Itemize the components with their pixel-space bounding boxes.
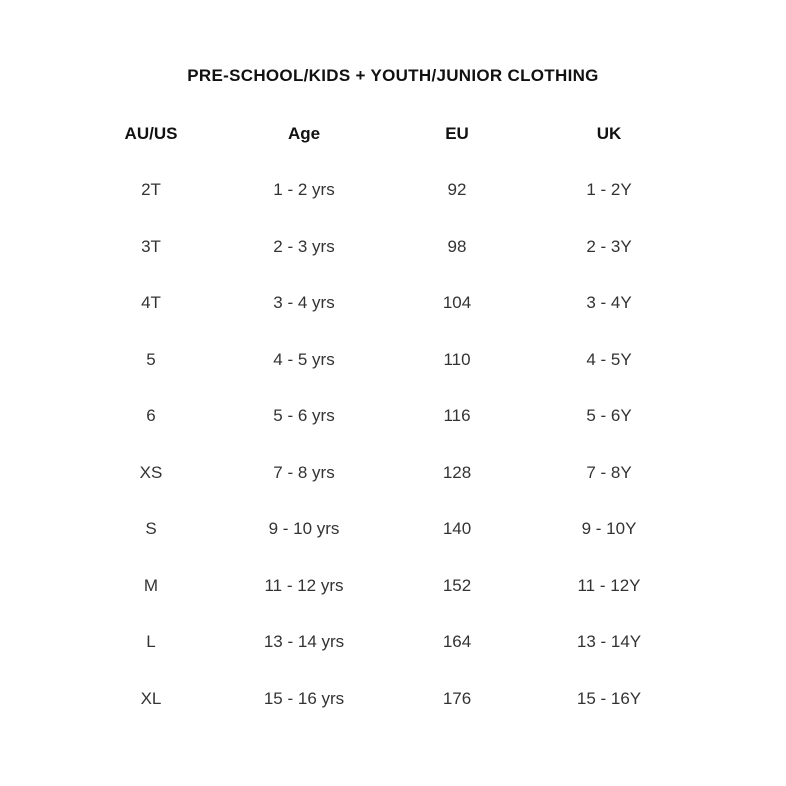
cell-age: 11 - 12 yrs [264,575,344,595]
cell-au-us: 4T [141,293,161,312]
cell-age: 15 - 16 yrs [263,688,345,708]
cell-eu: 104 [442,293,472,312]
header-eu: EU [445,124,469,143]
cell-au-us: XL [140,688,162,708]
cell-uk: 9 - 10Y [581,519,637,538]
header-uk: UK [596,124,622,143]
cell-eu: 140 [442,519,472,538]
cell-uk: 2 - 3Y [586,236,632,256]
cell-age: 3 - 4 yrs [273,293,335,312]
chart-title: PRE-SCHOOL/KIDS + YOUTH/JUNIOR CLOTHING [187,66,599,85]
cell-au-us: M [143,575,159,595]
cell-eu: 98 [447,236,467,256]
cell-uk: 1 - 2Y [586,180,632,199]
cell-eu: 92 [447,180,467,199]
cell-age: 4 - 5 yrs [273,349,335,369]
cell-uk: 3 - 4Y [586,293,632,312]
cell-eu: 128 [442,462,472,482]
cell-age: 7 - 8 yrs [273,462,335,482]
cell-uk: 13 - 14Y [576,632,642,651]
cell-uk: 7 - 8Y [586,462,632,482]
cell-eu: 164 [442,632,472,651]
cell-eu: 116 [443,406,471,425]
cell-uk: 4 - 5Y [586,349,632,369]
cell-eu: 152 [442,575,472,595]
cell-eu: 110 [443,349,471,369]
cell-au-us: XS [139,462,163,482]
cell-au-us: S [145,519,157,538]
cell-age: 1 - 2 yrs [273,180,335,199]
cell-au-us: 2T [141,180,161,199]
cell-eu: 176 [442,688,472,708]
header-age: Age [287,124,321,143]
cell-au-us: 3T [141,236,161,256]
cell-uk: 11 - 12Y [577,575,641,595]
cell-age: 5 - 6 yrs [273,406,335,425]
header-au-us: AU/US [124,124,178,143]
cell-uk: 5 - 6Y [586,406,632,425]
cell-age: 13 - 14 yrs [263,632,345,651]
cell-au-us: 6 [146,406,156,425]
cell-au-us: L [146,632,156,651]
cell-uk: 15 - 16Y [576,688,642,708]
cell-age: 2 - 3 yrs [273,236,335,256]
cell-age: 9 - 10 yrs [268,519,340,538]
cell-au-us: 5 [146,349,156,369]
